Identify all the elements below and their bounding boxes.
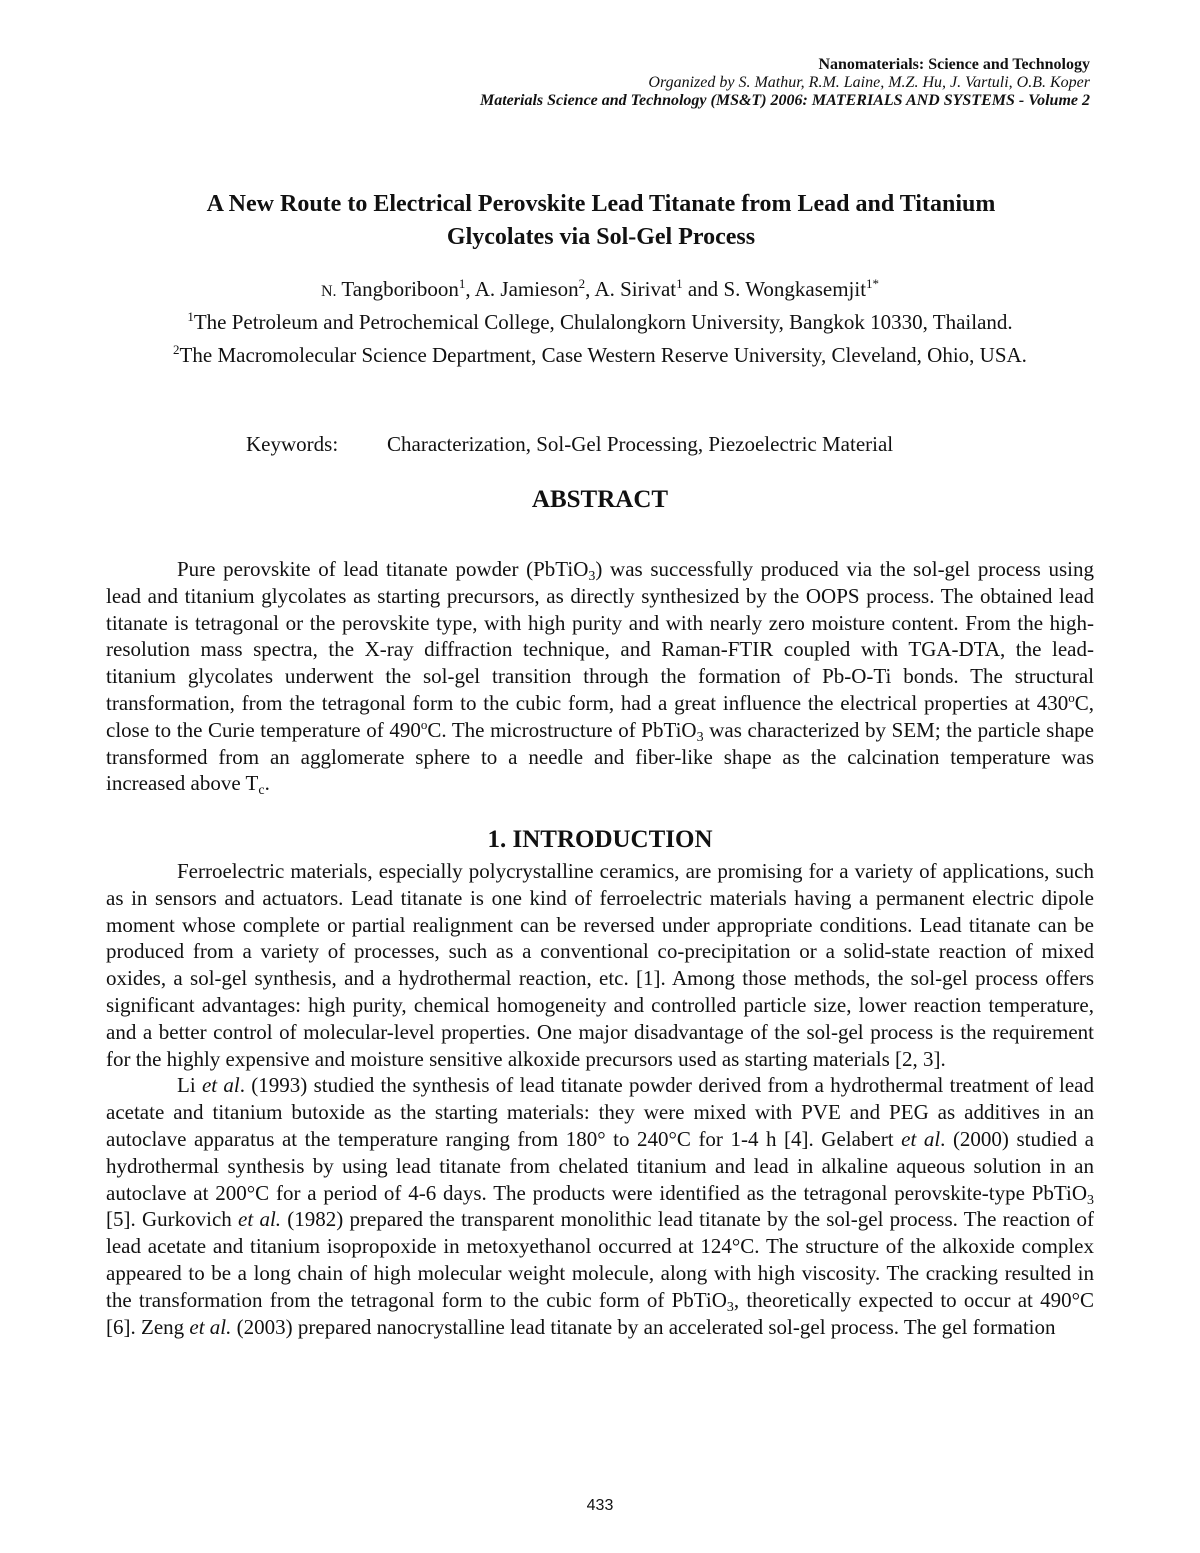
author-2-separator: , bbox=[585, 277, 591, 301]
author-2-name: A. Jamieson bbox=[474, 277, 579, 301]
paper-title-line-1: A New Route to Electrical Perovskite Lead Titanate from Lead and Titanium bbox=[206, 191, 996, 217]
author-1-separator: , bbox=[465, 277, 471, 301]
introduction-paragraph-1: Ferroelectric materials, especially polycrystalline ceramics, are promising for a variety of applications, such as in sensors and actuators. Lead titanate is one kind of ferroelectric materials having a permanent electric dipole moment whose complete or partial realignment can be reversed under appropriate conditions. Lead titanate can be produced from a variety of processes, such as a conventional co-precipitation or a solid-state reaction of mixed oxides, a sol-gel synthesis, and a hydrothermal reaction, etc. [1]. Among those methods, the sol-gel process offers significant advantages: high purity, chemical homogeneity and controlled particle size, lower reaction temperature, and a better control of molecular-level properties. One major disadvantage of the sol-gel process is the requirement for the highly expensive and moisture sensitive alkoxide precursors used as starting materials [2, 3]. bbox=[106, 859, 1094, 1071]
abstract-degree-mark-1: o bbox=[1068, 689, 1075, 705]
abstract-subscript-1: 3 bbox=[588, 569, 596, 584]
paper-title bbox=[106, 188, 1096, 254]
header-organizers: Organized by S. Mathur, R.M. Laine, M.Z. Hu, J. Vartuli, O.B. Koper bbox=[648, 74, 1090, 91]
intro-p2-text-c: . (2000) studied a hydrothermal synthesis by using lead titanate from chelated titanium and lead in alkaline aqueous solution in an autoclave at 200°C for a period of 4-6 days. The products were identified as the tetragonal perovskite-type PbTiO bbox=[106, 1126, 1094, 1205]
author-3-name: A. Sirivat bbox=[594, 277, 677, 301]
affiliation-1-mark: 1 bbox=[187, 309, 194, 324]
author-4-name: S. Wongkasemjit bbox=[723, 277, 867, 301]
abstract-text-6: . bbox=[264, 771, 270, 796]
abstract-subscript-3: c bbox=[258, 783, 265, 799]
abstract-body bbox=[106, 556, 1094, 797]
introduction-heading: 1. INTRODUCTION bbox=[487, 826, 713, 853]
paper-title-line-2: Glycolates via Sol-Gel Process bbox=[446, 224, 756, 250]
abstract-text-5: was characterized by SEM; the particle shape transformed from an agglomerate sphere to a needle and fiber-like shape as the calcination temperature was increased above T bbox=[106, 717, 1094, 796]
intro-p2-etal-1: et al bbox=[201, 1073, 240, 1098]
affiliation-2-mark: 2 bbox=[173, 342, 180, 357]
author-1-name: Tangboriboon bbox=[341, 277, 459, 301]
intro-p2-text-d: [5]. Gurkovich bbox=[106, 1207, 239, 1232]
abstract-text-3: C, close to the Curie temperature of 490 bbox=[106, 690, 1094, 742]
intro-p2-text-f: , theoretically expected to occur at 490°C [6]. Zeng bbox=[106, 1287, 1094, 1339]
intro-p2-text-e: (1982) prepared the transparent monolithic lead titanate by the sol-gel process. The reaction of lead acetate and titanium isopropoxide in metoxyethanol occurred at 124°C. The structure of the alkoxide complex appeared to be a long chain of high molecular weight molecule, along with high viscosity. The cracking resulted in the transformation from the tetragonal form to the cubic form of PbTiO bbox=[106, 1207, 1094, 1312]
abstract-text-2: ) was successfully produced via the sol-gel process using lead and titanium glycolates as starting precursors, as directly synthesized by the OOPS process. The obtained lead titanate is tetragonal or the perovskite type, with high purity and with nearly zero moisture content. From the high-resolution mass spectra, the X-ray diffraction technique, and Raman-FTIR coupled with TGA-DTA, the lead-titanium glycolates underwent the sol-gel transition through the formation of Pb-O-Ti bonds. The structural transformation, from the tetragonal form to the cubic form, had a great influence the electrical properties at 430 bbox=[106, 557, 1095, 715]
header-series-title: Nanomaterials: Science and Technology bbox=[818, 56, 1090, 73]
abstract-degree-mark-2: o bbox=[420, 716, 428, 732]
intro-p2-etal-2: et al bbox=[901, 1126, 941, 1151]
abstract-subscript-2: 3 bbox=[696, 729, 704, 745]
author-list bbox=[60, 274, 1140, 307]
intro-p2-text-g: (2003) prepared nanocrystalline lead titanate by an accelerated sol-gel process. The gel formation bbox=[231, 1314, 1056, 1339]
introduction-body bbox=[106, 858, 1094, 1340]
introduction-paragraph-2 bbox=[106, 1072, 1094, 1340]
author-block bbox=[60, 274, 1140, 373]
intro-p2-subscript-1: 3 bbox=[1087, 1192, 1094, 1208]
author-2-affiliation-mark: 2 bbox=[578, 276, 586, 291]
author-3-affiliation-mark: 1 bbox=[676, 276, 683, 291]
keywords-label: Keywords: bbox=[246, 432, 339, 456]
affiliation-1-text: The Petroleum and Petrochemical College, Chulalongkorn University, Bangkok 10330, Thailand. bbox=[193, 310, 1013, 334]
intro-p2-subscript-2: 3 bbox=[726, 1299, 734, 1315]
abstract-heading: ABSTRACT bbox=[531, 486, 669, 513]
intro-p2-etal-3: et al. bbox=[238, 1207, 282, 1232]
intro-p2-etal-4: et al. bbox=[189, 1314, 232, 1339]
intro-p2-text-a: Li bbox=[177, 1073, 202, 1098]
abstract-paragraph bbox=[106, 556, 1094, 797]
author-4-affiliation-mark: 1* bbox=[866, 276, 880, 291]
affiliation-1 bbox=[60, 307, 1140, 340]
keywords-line bbox=[246, 432, 893, 457]
journal-header bbox=[190, 56, 1090, 110]
author-1-affiliation-mark: 1 bbox=[458, 276, 466, 291]
abstract-text-1: Pure perovskite of lead titanate powder (PbTiO bbox=[177, 557, 589, 581]
affiliation-2 bbox=[60, 340, 1140, 373]
abstract-text-4: C. The microstructure of PbTiO bbox=[427, 717, 697, 742]
author-1-initial: N. bbox=[320, 283, 337, 300]
author-3-separator: and bbox=[682, 277, 719, 301]
affiliation-2-text: The Macromolecular Science Department, Case Western Reserve University, Cleveland, Ohio, USA. bbox=[179, 343, 1027, 367]
intro-p2-text-b: . (1993) studied the synthesis of lead titanate powder derived from a hydrothermal treatment of lead acetate and titanium butoxide as the starting materials: they were mixed with PVE and PEG as additives in an autoclave apparatus at the temperature ranging from 180° to 240°C for 1-4 h [4]. Gelabert bbox=[106, 1073, 1094, 1151]
page-number: 433 bbox=[586, 1497, 614, 1514]
keywords-value: Characterization, Sol-Gel Processing, Piezoelectric Material bbox=[387, 432, 894, 456]
header-proceedings: Materials Science and Technology (MS&T) 2006: MATERIALS AND SYSTEMS - Volume 2 bbox=[480, 92, 1090, 109]
